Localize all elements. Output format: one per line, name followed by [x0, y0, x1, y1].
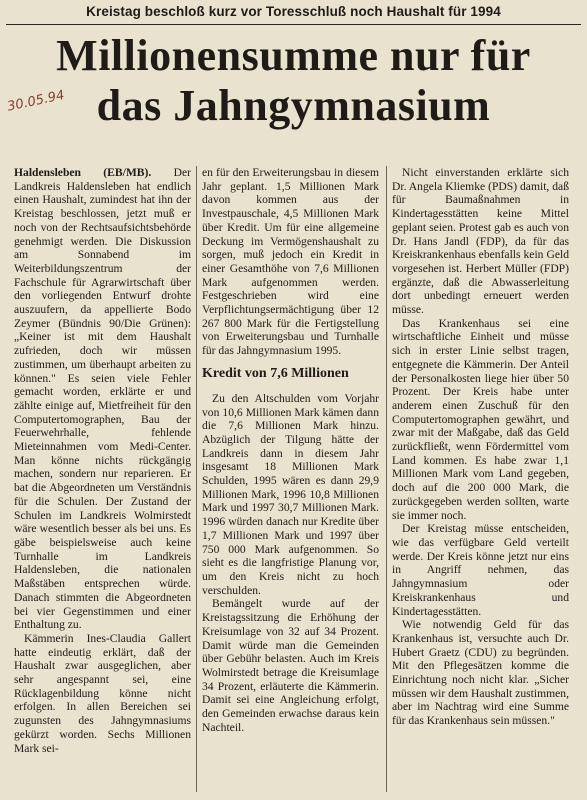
paragraph: Zu den Altschulden vom Vorjahr von 10,6 Millionen Mark kämen dann die 7,6 Millionen Mark hinzu. Abzüglich der Tilgung hätte der Landkreis dann in diesem Jahr insgesamt 18 Millionen Mark Schulden, 1995 wären es dann 29,9 Millionen Mark, 1996 10,8 Millionen Mark und 1997 30,7 Millionen Mark. 1996 würden danach nur Kredite über 1,7 Millionen Mark und 1997 über 750 000 Mark aufgenommen. So sieht es die langfristige Planung vor, um den Kreis nicht zu hoch verschulden.	[202, 391, 379, 597]
paragraph: Der Kreistag müsse entscheiden, wie das verfügbare Geld verteilt werde. Der Kreis könne jetzt nur eins in Angriff nehmen, das Jahngymnasium oder Kreiskrankenhaus und Kindertagesstätten.	[392, 522, 569, 618]
column-divider	[386, 166, 387, 792]
paragraph	[14, 166, 191, 632]
paragraph: Kämmerin Ines-Claudia Gallert hatte eindeutig erklärt, daß der Haushalt zwar ausgeglichen, aber sehr angespannt sei, eine Rücklagenbildung könne nicht erfolgen. In allen Bereichen sei zugunsten des Jahngymnasiums gekürzt worden. Sechs Millionen Mark sei-	[14, 631, 191, 755]
paragraph: Wie notwendig Geld für das Krankenhaus ist, versuchte auch Dr. Hubert Graetz (CDU) zu begründen. Mit den Pflegesätzen komme die Einrichtung noch nicht klar. „Sicher müssen wir dem Haushalt zustimmen, aber im Nachtrag wird eine Summe für das Krankenhaus sein müssen."	[392, 618, 569, 728]
column-3	[392, 166, 569, 728]
column-2	[202, 166, 379, 734]
paragraph: Nicht einverstanden erklärte sich Dr. Angela Kliemke (PDS) damit, daß für Baumaßnahmen in Kindertagesstätten keine Mittel geplant seien. Protest gab es auch von Dr. Hans Jandl (FDP), da für das Kreiskrankenhaus ebenfalls kein Geld vorgesehen ist. Herbert Müller (FDP) ergänzte, daß die Abwasserleitung dort unbedingt erneuert werden müsse.	[392, 166, 569, 317]
paragraph: Das Krankenhaus sei eine wirtschaftliche Einheit und müsse sich in erster Linie selbst tragen, entgegnete die Kämmerin. Der Anteil der Personalkosten liege hier über 50 Prozent. Der Kreis habe unter anderem einen Zuschuß für den Computertomographen gewährt, und zwar mit der Maßgabe, daß das Geld zurückfließt, wenn Fördermittel vom Land kommen. Es habe zwar 1,1 Millionen Mark vom Land gegeben, doch auf die 200 000 Mark, die zurückgegeben werden sollten, warte sie immer noch.	[392, 316, 569, 522]
main-headline	[10, 31, 577, 131]
handwritten-date: 30.05.94	[6, 87, 66, 115]
paragraph: Bemängelt wurde auf der Kreistagssitzung die Erhöhung der Kreisumlage von 32 auf 34 Prozent. Damit würde man die Gemeinden über Gebühr belasten. Auch im Kreis Wolmirstedt betrage die Kreisumlage 34 Prozent, erläuterte die Kämmerin. Damit sei eine Angleichung erfolgt, den Gemeinden erwachse daraus kein Nachteil.	[202, 597, 379, 734]
paragraph-text: Der Landkreis Haldensleben hat endlich einen Haushalt, zumindest hat ihn der Kreistag beschlossen, jetzt muß er noch von der Rechtsaufsichtsbehörde genehmigt werden. Die Diskussion am Sonnabend im Weiterbildungszentrum der Fachschule für Agrarwirtschaft über den vorliegenden Entwurf drohte auszuufern, da appellierte Bodo Zeymer (Bündnis 90/Die Grünen): „Keiner ist mit dem Haushalt zufrieden, doch wir müssen zustimmen, um überhaupt arbeiten zu können." Es seien viele Fehler gemacht worden, erklärte er und zählte einige auf, Mietfreiheit für den Computertomographen, Bau der Feuerwehrhalle, fehlende Mieteinnahmen vom Medi-Center. Man könne nichts rückgängig machen, sondern nur reparieren. Er bat die Abgeordneten um Verständnis für die Schulen. Der Zustand der Schulen im Landkreis Wolmirstedt wäre wesentlich besser als bei uns. Es gäbe beispielsweise auch keine Turnhalle im Landkreis Haldensleben, die nationalen Maßstäben entsprechen würde. Danach stimmten die Abgeordneten bei vier Gegenstimmen und einer Enthaltung zu.	[14, 166, 191, 632]
divider-rule	[6, 24, 581, 25]
kicker-headline: Kreistag beschloß kurz vor Toresschluß noch Haushalt für 1994	[86, 4, 501, 19]
subheading: Kredit von 7,6 Millionen	[202, 365, 349, 381]
headline-line-2: das Jahngymnasium	[96, 81, 491, 130]
column-1	[14, 166, 191, 755]
headline-line-1: Millionensumme nur für	[56, 31, 531, 80]
column-divider	[196, 166, 197, 792]
dateline: Haldensleben (EB/MB).	[14, 166, 152, 179]
paragraph: en für den Erweiterungsbau in diesem Jahr geplant. 1,5 Millionen Mark davon kommen aus der Investpauschale, 4,5 Millionen Mark über Kredit. Um für eine allgemeine Deckung im Vermögenshaushalt zu sorgen, muß jedoch ein Kredit in einer Gesamthöhe von 7,6 Millionen Mark aufgenommen werden. Festgeschrieben wird eine Verpflichtungsermächtigung über 12 267 800 Mark für die Fertigstellung von Erweiterungsbau und Turnhalle für das Jahngymnasium 1995.	[202, 166, 379, 358]
